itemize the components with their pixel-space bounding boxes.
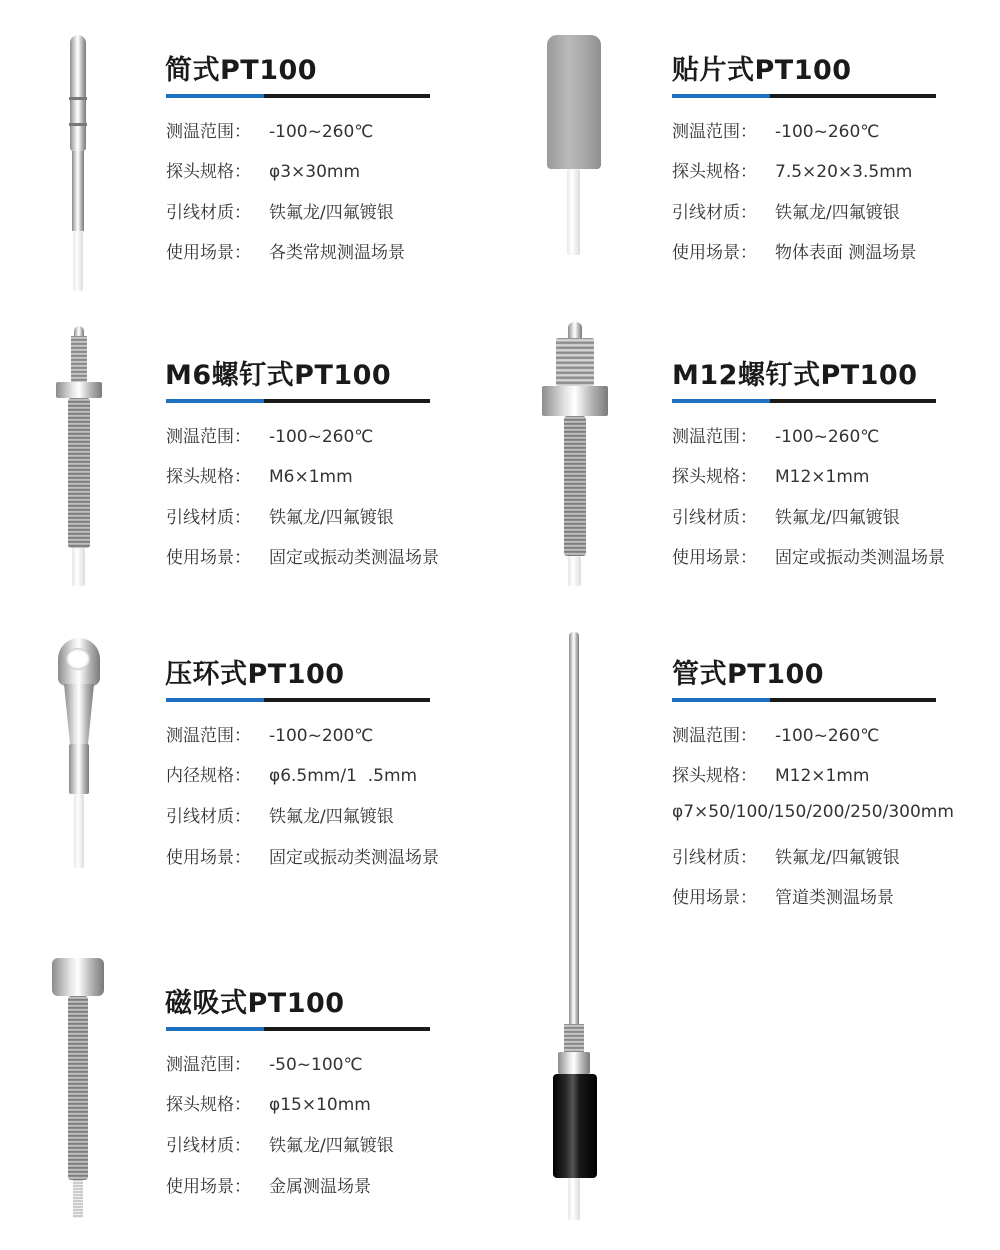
- spec-row-usage: [166, 238, 405, 263]
- spec-row-material: [166, 503, 394, 528]
- spec-value: -100~200℃: [269, 726, 374, 746]
- spec-row-size: [166, 761, 417, 786]
- spec-row-usage: [166, 843, 439, 868]
- spec-label: 探头规格：: [672, 467, 757, 487]
- spec-label: 探头规格：: [166, 162, 251, 182]
- spec-row-usage: [672, 238, 916, 263]
- spec-value: φ3×30mm: [269, 162, 361, 182]
- spec-label: 引线材质：: [672, 508, 757, 528]
- spec-label: 使用场景：: [672, 888, 757, 908]
- spec-row-size: [166, 157, 360, 182]
- spec-label: 内径规格：: [166, 766, 251, 786]
- product-title: 压环式PT100: [165, 659, 345, 690]
- spec-row-range: [166, 117, 373, 142]
- spec-row-size: [166, 462, 353, 487]
- spec-row-usage: [672, 883, 894, 908]
- spec-label: 测温范围：: [672, 726, 757, 746]
- product-title: 管式PT100: [672, 659, 825, 690]
- spec-value: -100~260℃: [775, 122, 880, 142]
- spec-label: 引线材质：: [672, 848, 757, 868]
- spec-label: 探头规格：: [166, 1095, 251, 1115]
- spec-row-size: [166, 1090, 371, 1115]
- spec-label: 使用场景：: [166, 548, 251, 568]
- spec-row-range: [166, 1050, 363, 1075]
- spec-value: -100~260℃: [775, 427, 880, 447]
- spec-row-material: [166, 198, 394, 223]
- spec-row-range: [672, 117, 879, 142]
- title-underline: [166, 1027, 430, 1031]
- spec-label: 引线材质：: [166, 1136, 251, 1156]
- spec-row-tube-size: [672, 802, 954, 822]
- title-underline: [166, 94, 430, 98]
- spec-value: 固定或振动类测温场景: [269, 548, 439, 568]
- product-title: 贴片式PT100: [672, 55, 852, 86]
- spec-label: 引线材质：: [166, 203, 251, 223]
- spec-label: 探头规格：: [166, 467, 251, 487]
- simple-probe-image: [66, 35, 92, 257]
- spec-label: 使用场景：: [166, 848, 251, 868]
- spec-row-material: [166, 802, 394, 827]
- spec-label: 使用场景：: [166, 1177, 251, 1197]
- spec-row-range: [672, 721, 879, 746]
- title-underline: [672, 399, 936, 403]
- ring-terminal-probe-image: [54, 638, 104, 870]
- spec-row-usage: [166, 1172, 371, 1197]
- spec-value: φ15×10mm: [269, 1095, 371, 1115]
- spec-label: 测温范围：: [166, 1055, 251, 1075]
- spec-row-usage: [672, 543, 945, 568]
- product-title: 简式PT100: [165, 55, 318, 86]
- spec-value: 铁氟龙/四氟镀银: [269, 1136, 394, 1156]
- spec-row-material: [672, 843, 900, 868]
- spec-label: 引线材质：: [166, 508, 251, 528]
- m6-screw-probe-image: [54, 326, 104, 588]
- spec-value: 各类常规测温场景: [269, 243, 405, 263]
- spec-label: 使用场景：: [166, 243, 251, 263]
- spec-value: 铁氟龙/四氟镀银: [269, 807, 394, 827]
- spec-label: 测温范围：: [166, 427, 251, 447]
- spec-value: 铁氟龙/四氟镀银: [775, 508, 900, 528]
- spec-value: 金属测温场景: [269, 1177, 371, 1197]
- spec-value: 铁氟龙/四氟镀银: [269, 203, 394, 223]
- spec-value: -100~260℃: [775, 726, 880, 746]
- spec-label: 测温范围：: [166, 122, 251, 142]
- spec-row-size: [672, 761, 869, 786]
- product-title: M12螺钉式PT100: [672, 360, 918, 391]
- spec-label: 探头规格：: [672, 766, 757, 786]
- magnetic-probe-image: [52, 958, 106, 1220]
- spec-value: 7.5×20×3.5mm: [775, 162, 913, 182]
- spec-value: φ7×50/100/150/200/250/300mm: [672, 802, 954, 822]
- patch-probe-image: [545, 35, 605, 257]
- tube-probe-image: [550, 632, 600, 1222]
- spec-row-range: [166, 422, 373, 447]
- spec-label: 使用场景：: [672, 243, 757, 263]
- spec-label: 探头规格：: [672, 162, 757, 182]
- spec-value: 固定或振动类测温场景: [775, 548, 945, 568]
- spec-value: -50~100℃: [269, 1055, 363, 1075]
- title-underline: [166, 399, 430, 403]
- spec-row-size: [672, 157, 912, 182]
- spec-value: 管道类测温场景: [775, 888, 894, 908]
- product-title: M6螺钉式PT100: [165, 360, 392, 391]
- spec-value: 铁氟龙/四氟镀银: [775, 848, 900, 868]
- product-title: 磁吸式PT100: [165, 988, 345, 1019]
- spec-value: 物体表面 测温场景: [775, 243, 917, 263]
- spec-value: M12×1mm: [775, 467, 870, 487]
- spec-value: 铁氟龙/四氟镀银: [775, 203, 900, 223]
- spec-row-range: [672, 422, 879, 447]
- spec-row-material: [166, 1131, 394, 1156]
- spec-row-material: [672, 503, 900, 528]
- title-underline: [672, 698, 936, 702]
- title-underline: [166, 698, 430, 702]
- spec-value: M6×1mm: [269, 467, 353, 487]
- spec-row-usage: [166, 543, 439, 568]
- title-underline: [672, 94, 936, 98]
- spec-value: M12×1mm: [775, 766, 870, 786]
- spec-value: φ6.5mm/1 .5mm: [269, 766, 418, 786]
- spec-label: 测温范围：: [166, 726, 251, 746]
- spec-value: 固定或振动类测温场景: [269, 848, 439, 868]
- spec-row-material: [672, 198, 900, 223]
- spec-row-range: [166, 721, 373, 746]
- spec-label: 测温范围：: [672, 122, 757, 142]
- spec-row-size: [672, 462, 869, 487]
- m12-screw-probe-image: [540, 322, 610, 588]
- spec-label: 使用场景：: [672, 548, 757, 568]
- spec-label: 引线材质：: [672, 203, 757, 223]
- spec-label: 引线材质：: [166, 807, 251, 827]
- spec-label: 测温范围：: [672, 427, 757, 447]
- spec-value: -100~260℃: [269, 122, 374, 142]
- spec-value: 铁氟龙/四氟镀银: [269, 508, 394, 528]
- spec-value: -100~260℃: [269, 427, 374, 447]
